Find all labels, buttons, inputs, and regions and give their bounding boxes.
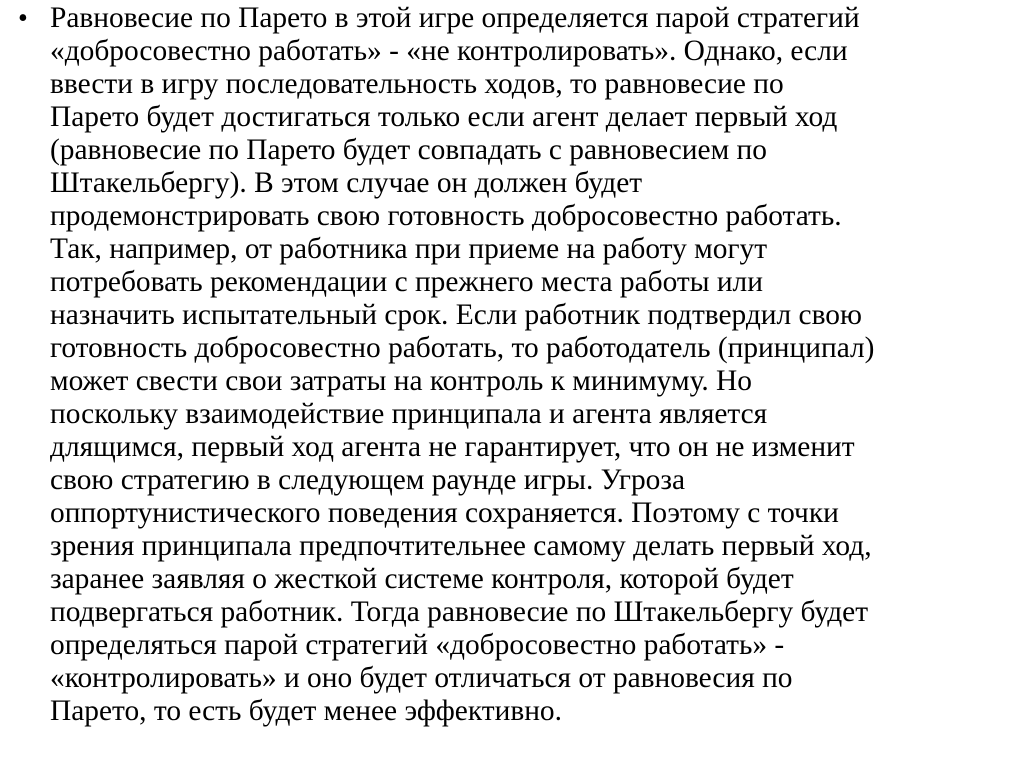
text-line: «контролировать» и оно будет отличаться от равновесия по	[50, 662, 793, 694]
text-line: Парето, то есть будет менее эффективно.	[50, 695, 562, 727]
text-line: определяться парой стратегий «добросовестно работать» -	[50, 629, 785, 661]
text-line: (равновесие по Парето будет совпадать с равновесием по	[50, 134, 767, 166]
text-line: «добросовестно работать» - «не контролировать». Однако, если	[50, 35, 848, 67]
text-line: Так, например, от работника при приеме на работу могут	[50, 233, 768, 265]
text-line: заранее заявляя о жесткой системе контроля, которой будет	[50, 563, 794, 595]
text-line: Равновесие по Парето в этой игре определяется парой стратегий	[50, 2, 860, 34]
bullet-icon: •	[18, 3, 28, 34]
text-line: Штакельбергу). В этом случае он должен будет	[50, 167, 643, 199]
text-line: подвергаться работник. Тогда равновесие по Штакельбергу будет	[50, 596, 869, 628]
text-line: зрения принципала предпочтительнее самому делать первый ход,	[50, 530, 872, 562]
text-line: назначить испытательный срок. Если работник подтвердил свою	[50, 299, 862, 331]
text-line: потребовать рекомендации с прежнего места работы или	[50, 266, 763, 298]
text-line: может свести свои затраты на контроль к минимуму. Но	[50, 365, 752, 397]
text-line: оппортунистического поведения сохраняется. Поэтому с точки	[50, 497, 839, 529]
text-line: поскольку взаимодействие принципала и агента является	[50, 398, 768, 430]
text-line: продемонстрировать свою готовность добросовестно работать.	[50, 200, 842, 232]
text-line: Парето будет достигаться только если агент делает первый ход	[50, 101, 838, 133]
text-line: свою стратегию в следующем раунде игры. Угроза	[50, 464, 686, 496]
text-line: готовность добросовестно работать, то работодатель (принципал)	[50, 332, 875, 364]
text-line: длящимся, первый ход агента не гарантирует, что он не изменит	[50, 431, 855, 463]
text-line: ввести в игру последовательность ходов, то равновесие по	[50, 68, 784, 100]
